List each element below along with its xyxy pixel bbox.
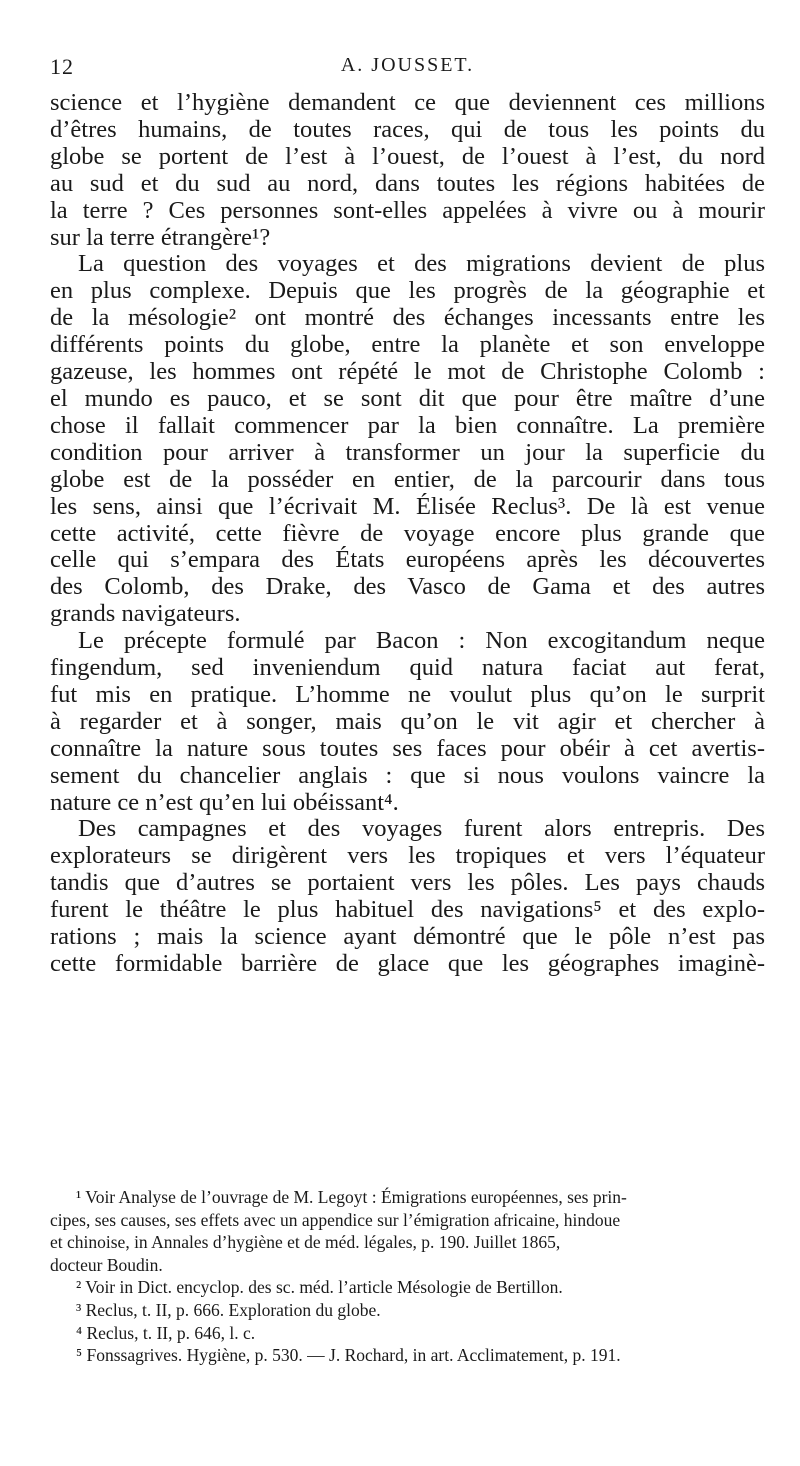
- footnote-line: ² Voir in Dict. encyclop. des sc. méd. l’article Mésologie de Bertillon.: [76, 1277, 563, 1298]
- paragraph-line: celle qui s’empara des États européens après les découvertes: [50, 546, 765, 574]
- paragraph-line: el mundo es pauco, et se sont dit que pour être maître d’une: [50, 384, 765, 412]
- paragraph-line: fut mis en pratique. L’homme ne voulut plus qu’on le surprit: [50, 680, 765, 708]
- footnotes: [50, 1186, 765, 1367]
- paragraph-line: nature ce n’est qu’en lui obéissant⁴.: [50, 788, 399, 816]
- paragraph-line: la terre ? Ces personnes sont-elles appelées à vivre ou à mourir: [50, 196, 765, 224]
- paragraph-line: rations ; mais la science ayant démontré que le pôle n’est pas: [50, 923, 765, 951]
- paragraph-line: à regarder et à songer, mais qu’on le vit agir et chercher à: [50, 707, 765, 735]
- paragraph-line: fingendum, sed inveniendum quid natura faciat aut ferat,: [50, 654, 765, 682]
- footnote-line: ⁵ Fonssagrives. Hygiène, p. 530. — J. Rochard, in art. Acclimatement, p. 191.: [76, 1345, 621, 1366]
- running-head: A. JOUSSET.: [340, 54, 475, 76]
- paragraph-line: La question des voyages et des migrations devient de plus: [78, 250, 765, 278]
- paragraph-line: science et l’hygiène demandent ce que deviennent ces millions: [50, 89, 765, 116]
- footnote-line: ³ Reclus, t. II, p. 666. Exploration du globe.: [76, 1299, 381, 1320]
- paragraph-line: cette activité, cette fièvre de voyage encore plus grande que: [50, 519, 765, 547]
- paragraph-line: en plus complexe. Depuis que les progrès de la géographie et: [50, 277, 765, 305]
- paragraph-line: globe se portent de l’est à l’ouest, de l’ouest à l’est, du nord: [50, 142, 765, 170]
- paragraph-line: condition pour arriver à transformer un jour la superficie du: [50, 438, 765, 466]
- paragraph-line: cette formidable barrière de glace que les géographes imaginè-: [50, 950, 765, 977]
- page-number: 12: [50, 54, 74, 79]
- paragraph-line: explorateurs se dirigèrent vers les tropiques et vers l’équateur: [50, 842, 765, 870]
- footnote-line: ¹ Voir Analyse de l’ouvrage de M. Legoyt : Émigrations européennes, ses prin-: [76, 1187, 627, 1207]
- paragraph-line: Le précepte formulé par Bacon : Non excogitandum neque: [78, 627, 765, 655]
- paragraph-line: d’êtres humains, de toutes races, qui de tous les points du: [50, 115, 765, 143]
- paragraph-line: chose il fallait commencer par la bien connaître. La première: [50, 411, 765, 439]
- paragraph-line: les sens, ainsi que l’écrivait M. Élisée Reclus³. De là est venue: [50, 492, 765, 520]
- paragraph-line: grands navigateurs.: [50, 600, 241, 628]
- paragraph-line: connaître la nature sous toutes ses faces pour obéir à cet avertis-: [50, 734, 765, 762]
- paragraph-line: de la mésologie² ont montré des échanges incessants entre les: [50, 304, 765, 332]
- paragraph-line: sur la terre étrangère¹?: [50, 223, 271, 251]
- footnote-line: et chinoise, in Annales d’hygiène et de méd. légales, p. 190. Juillet 1865,: [50, 1232, 561, 1253]
- paragraph-line: Des campagnes et des voyages furent alors entrepris. Des: [78, 815, 765, 843]
- paragraph-line: différents points du globe, entre la planète et son enveloppe: [50, 331, 765, 359]
- footnote-line: ⁴ Reclus, t. II, p. 646, l. c.: [76, 1322, 256, 1343]
- paragraph-line: gazeuse, les hommes ont répété le mot de Christophe Colomb :: [50, 358, 765, 386]
- body-text: [50, 90, 765, 978]
- paragraph-line: tandis que d’autres se portaient vers les pôles. Les pays chauds: [50, 869, 765, 897]
- page-header: [50, 54, 765, 84]
- paragraph-line: au sud et du sud au nord, dans toutes les régions habitées de: [50, 169, 765, 197]
- footnote-line: cipes, ses causes, ses effets avec un appendice sur l’émigration africaine, hindoue: [50, 1209, 621, 1230]
- paragraph-line: des Colomb, des Drake, des Vasco de Gama et des autres: [50, 573, 765, 601]
- footnote-line: docteur Boudin.: [50, 1254, 163, 1275]
- paragraph-line: sement du chancelier anglais : que si nous voulons vaincre la: [50, 761, 765, 789]
- paragraph-line: furent le théâtre le plus habituel des navigations⁵ et des explo-: [50, 896, 765, 924]
- paragraph-line: globe est de la posséder en entier, de la parcourir dans tous: [50, 465, 765, 493]
